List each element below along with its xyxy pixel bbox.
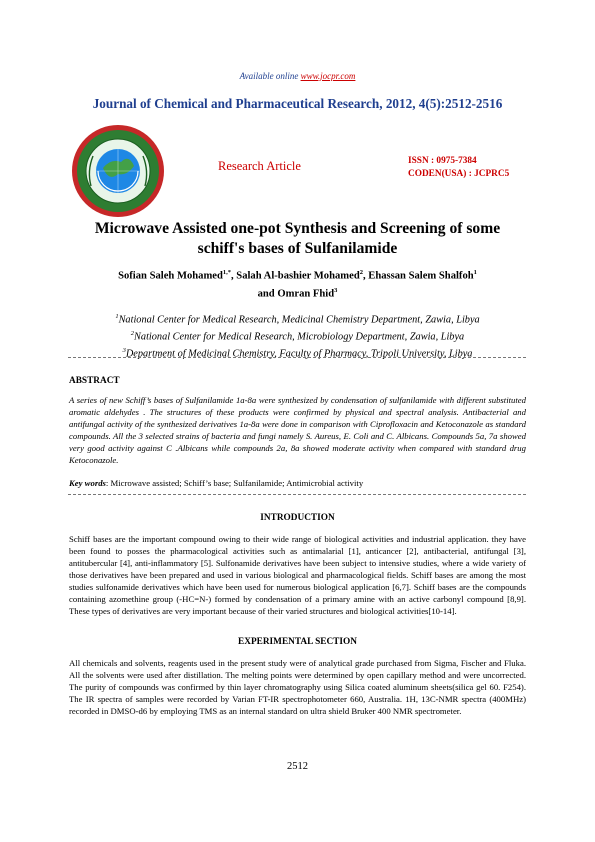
abstract-heading: ABSTRACT xyxy=(69,376,120,386)
paper-title xyxy=(0,219,595,259)
author-name: Ehassan Salem Shalfoh xyxy=(368,270,474,282)
article-type: Research Article xyxy=(218,159,301,173)
introduction-heading: INTRODUCTION xyxy=(260,513,335,523)
author-name: Omran Fhid xyxy=(277,288,335,300)
issn-block xyxy=(408,155,509,180)
affiliations xyxy=(0,310,595,361)
author-affil-mark: 3 xyxy=(334,286,338,294)
author-affil-mark: 1 xyxy=(473,269,477,276)
affiliation: $^1$National Center for Medical Research, Medicinal Chemistry Department, Zawia, Libya xyxy=(115,313,480,326)
journal-website-link[interactable]: www.jocpr.com xyxy=(300,71,356,81)
experimental-heading: EXPERIMENTAL SECTION xyxy=(238,637,357,647)
author-affil-mark: 1,* xyxy=(222,269,231,276)
journal-title: Journal of Chemical and Pharmaceutical Research, 2012, 4(5):2512-2516 xyxy=(92,96,503,111)
title-line-2: schiff's bases of Sulfanilamide xyxy=(197,240,398,257)
affiliation: $^3$Department of Medicinal Chemistry, Faculty of Pharmacy, Tripoli University, Libya xyxy=(122,346,473,360)
introduction-body: Schiff bases are the important compound owing to their wide range of biological activities and industrial application. they have been found to posses the pharmacological activities such as antimalarial [1], anticancer [2], antibacterial, antifungal [3], antitubercular [4], anti-inflammatory [5]. Sulfonamide derivatives have been subject to intensive studies, where a wide variety of those derivatives have been prepared and used in various biological and pharmacological fields. Schiff bases are among the most studies sulfonamide derivatives which have been used for numerous biological application [6,7]. Schiff bases are the compounds containing azomethine group (-HC=N-) formed by condensation of a primary amine with an active carbonyl compound [8,9]. These types of derivatives are very important because of their varied structures and biological activities[10-14]. xyxy=(69,534,526,616)
available-online xyxy=(0,71,595,81)
divider xyxy=(68,494,526,495)
available-prefix: Available online xyxy=(239,71,301,81)
divider xyxy=(68,357,526,358)
keywords-text: : Microwave assisted; Schiff’s base; Sulfanilamide; Antimicrobial activity xyxy=(105,478,364,488)
issn: ISSN : 0975-7384 xyxy=(408,156,477,166)
author-list: Sofian Saleh Mohamed$^{1,*}$, Salah Al-bashier Mohamed$^2$, Ehassan Salem Shalfoh$^1$ and Omran Fhid$^3$ xyxy=(118,269,477,300)
experimental-body: All chemicals and solvents, reagents used in the present study were of analytical grade purchased from Sigma, Fischer and Fluka. All the solvents were used after distillation. The melting points were determined by open capillary method and were uncorrected. The purity of compounds was confirmed by thin layer chromatography using Silica coated aluminum sheets(silica gel 60. F254). The IR spectra of samples were recorded by Varian FT-IR spectrophotometer 660, Australia. 1H, 13C-NMR spectra (400MHz) recorded in DMSO-d6 by employing TMS as an internal standard on ultra shield Bruker 400 NMR spectrometer. xyxy=(69,658,526,716)
author-name: Sofian Saleh Mohamed xyxy=(118,270,223,282)
keywords-label: Key words xyxy=(69,478,106,488)
title-line-1: Microwave Assisted one-pot Synthesis and Screening of some xyxy=(94,220,501,237)
author-name: Salah Al-bashier Mohamed xyxy=(236,270,360,282)
affiliation: $^2$National Center for Medical Research, Microbiology Department, Zawia, Libya xyxy=(130,329,465,343)
page-number: 2512 xyxy=(287,761,308,772)
keywords xyxy=(69,478,363,488)
author-affil-mark: 2 xyxy=(359,269,363,276)
coden: CODEN(USA) : JCPRC5 xyxy=(408,168,510,179)
abstract-body: A series of new Schiff’s bases of Sulfanilamide 1a-8a were synthesized by condensation of sulfanilamide with different substituted aromatic aldehydes . The structures of these products were confirmed by physical and spectral analysis. Antibacterial and antifungal activity of the synthesized derivatives 1a-8a were done in comparison with Ciprofloxacin and Ketoconazole as standard compounds. All the 3 selected strains of bacteria and fungi namely S. Aureus, E. Coli and C. Albicans. Compounds 5a, 7a showed very good activity against C .Albicans while compounds 2a, 8a showed moderate activity when compared with standard drug Ketoconazole. xyxy=(69,395,526,465)
journal-logo xyxy=(71,124,165,218)
